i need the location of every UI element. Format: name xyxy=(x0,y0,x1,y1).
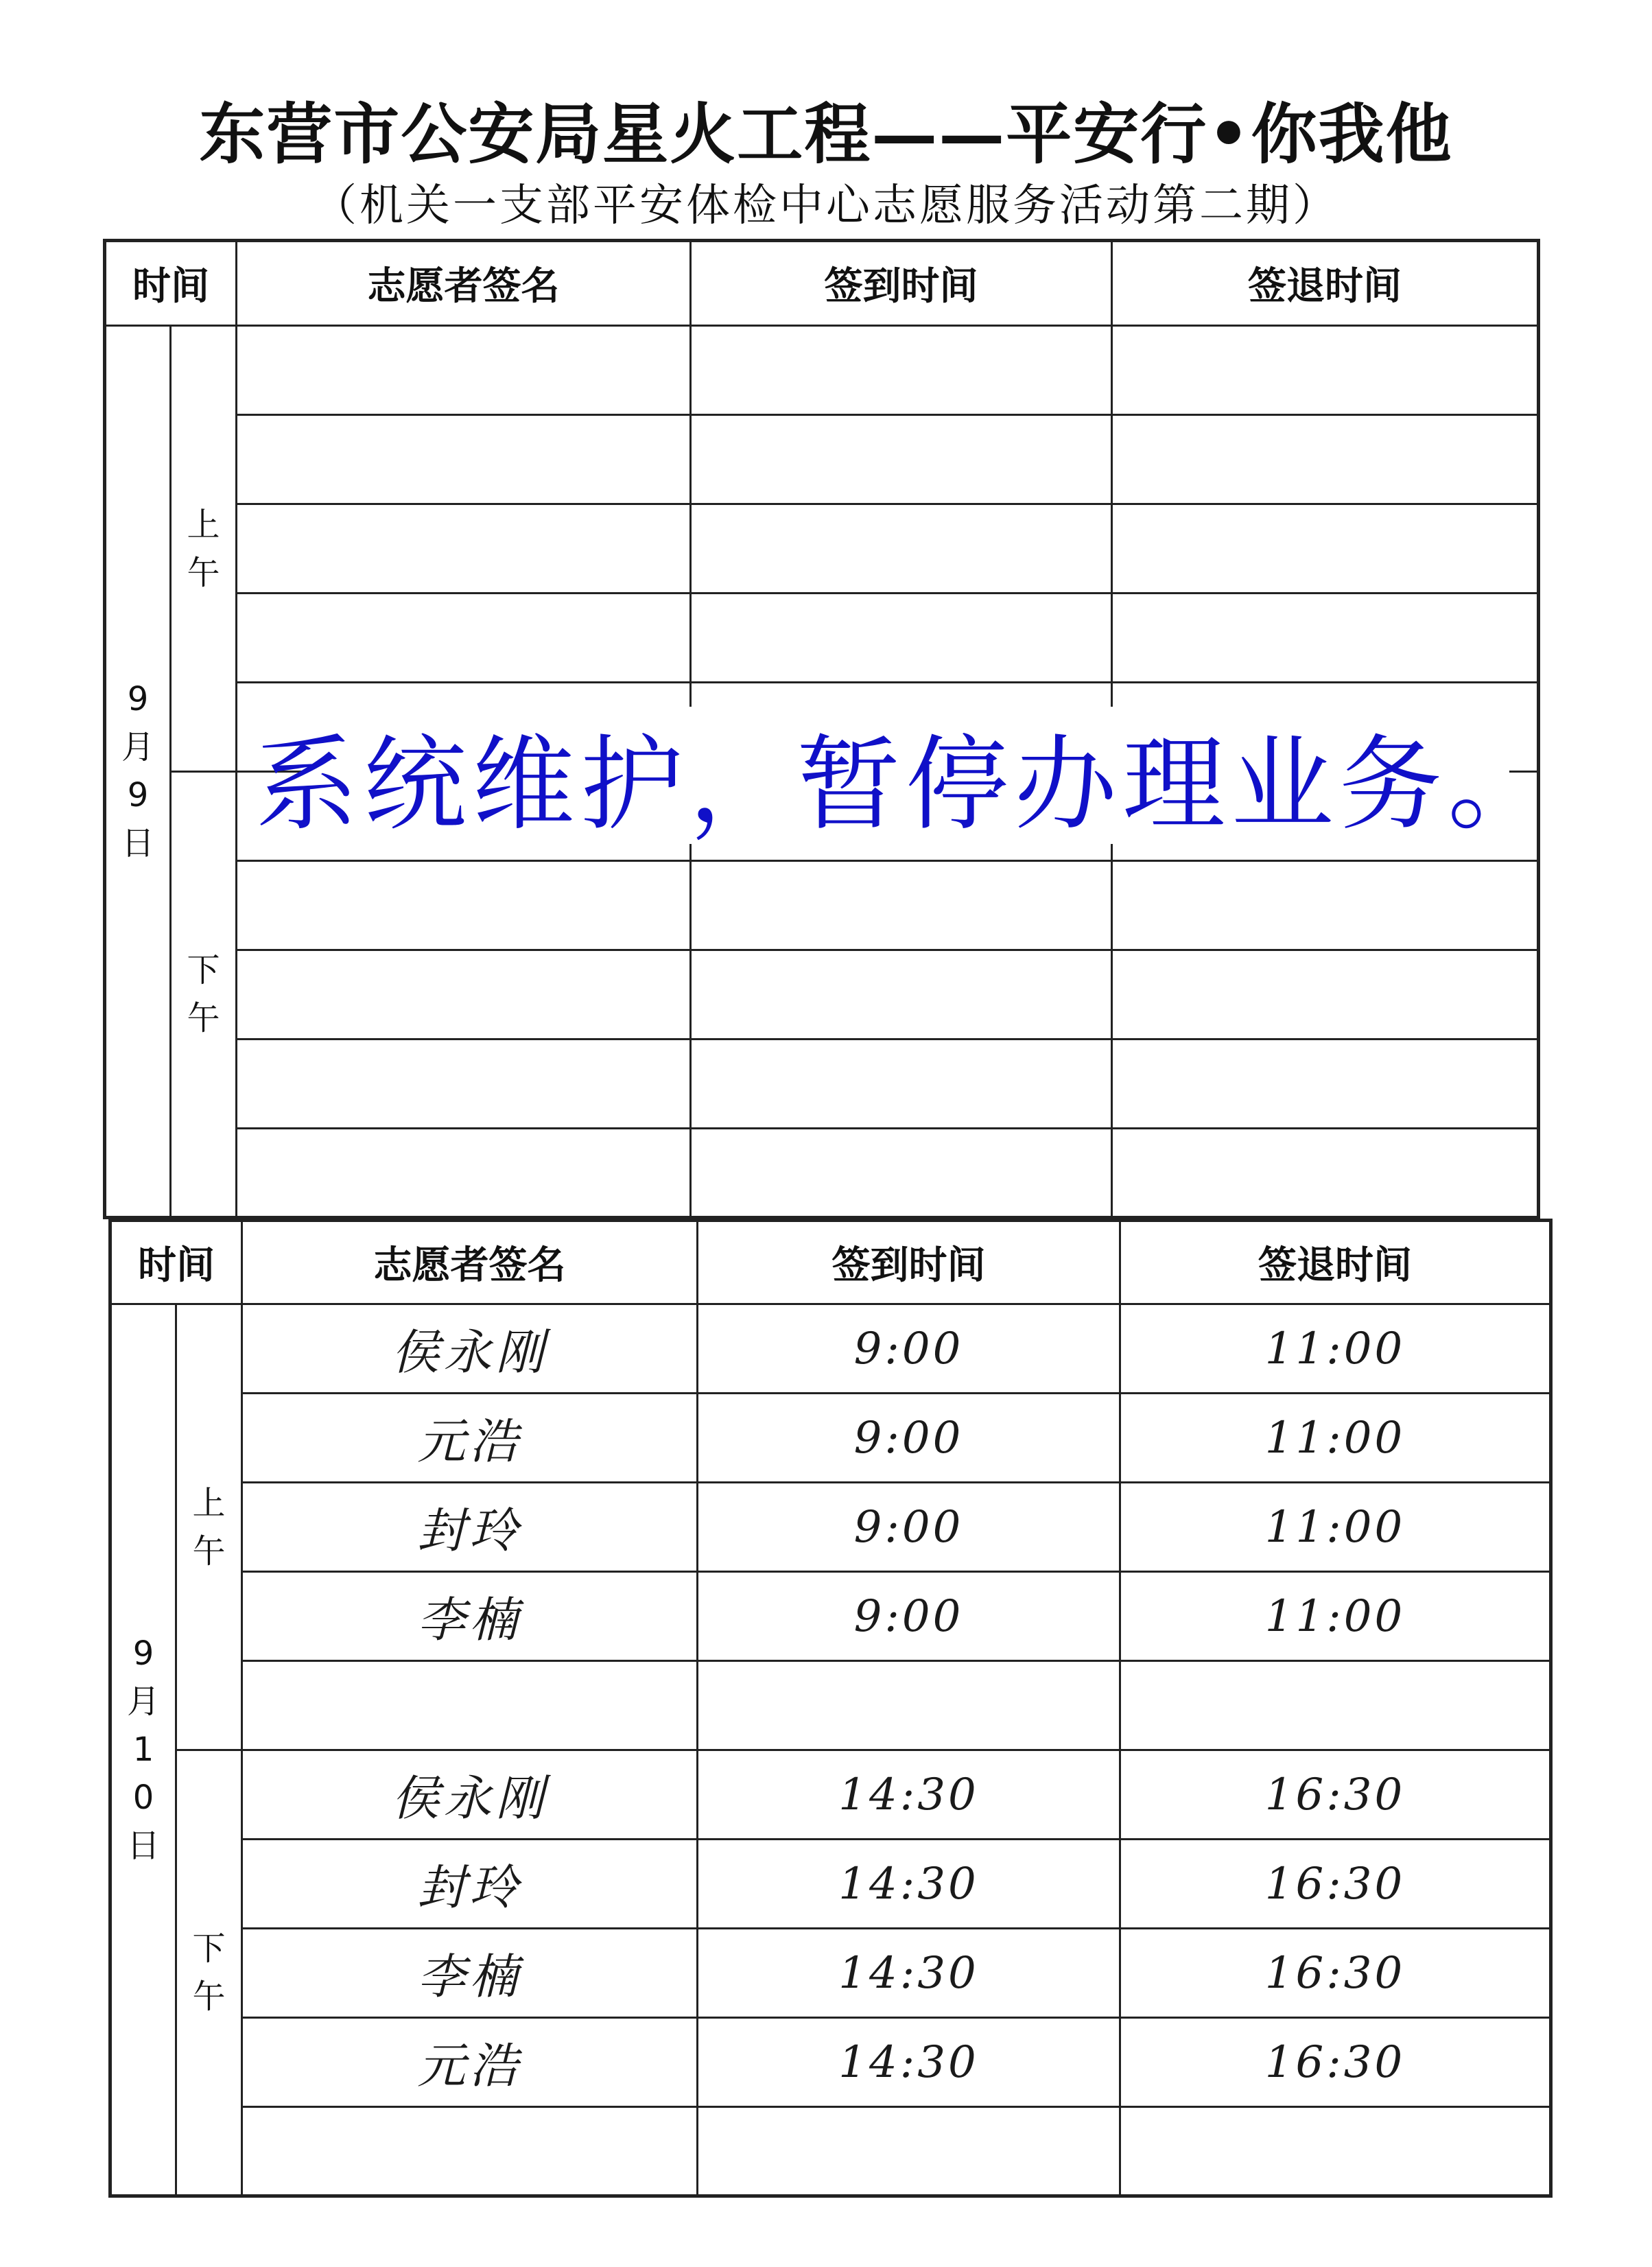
header-time: 时间 xyxy=(105,241,237,326)
table-row xyxy=(110,1394,1551,1483)
sign-out-cell[interactable] xyxy=(1112,326,1539,415)
table-row xyxy=(105,594,1539,683)
sign-out-cell[interactable]: 11:00 xyxy=(1120,1572,1551,1661)
sign-in-cell[interactable] xyxy=(691,415,1112,504)
sign-in-cell[interactable]: 9:00 xyxy=(698,1304,1120,1394)
signature-cell[interactable] xyxy=(237,950,691,1039)
sign-out-cell[interactable]: 16:30 xyxy=(1120,2018,1551,2107)
date-label: 9月9日 xyxy=(121,680,154,862)
signature-cell[interactable]: 李楠 xyxy=(242,1929,698,2018)
period-cell-morning xyxy=(176,1304,242,1750)
sign-out-cell[interactable] xyxy=(1112,504,1539,594)
sign-in-cell[interactable]: 9:00 xyxy=(698,1572,1120,1661)
maintenance-notice-overlay: 系统维护，暂停办理业务。 xyxy=(302,707,1509,844)
sign-in-cell[interactable] xyxy=(691,950,1112,1039)
sign-in-cell[interactable]: 14:30 xyxy=(698,1840,1120,1929)
header-sign-in-time: 签到时间 xyxy=(698,1221,1120,1304)
page-title: 东营市公安局星火工程——平安行•你我他 xyxy=(199,95,1453,173)
sign-in-cell[interactable]: 14:30 xyxy=(698,1750,1120,1840)
period-cell-afternoon xyxy=(171,772,237,1218)
header-sign-out-time: 签退时间 xyxy=(1120,1221,1551,1304)
table-row xyxy=(110,1750,1551,1840)
sign-out-cell[interactable] xyxy=(1112,594,1539,683)
table-row xyxy=(110,1661,1551,1750)
date-label: 9月10日 xyxy=(126,1634,160,1865)
table-row xyxy=(110,2018,1551,2107)
table-row xyxy=(110,1304,1551,1394)
signature-cell[interactable] xyxy=(237,594,691,683)
table-row xyxy=(105,1129,1539,1218)
table-row xyxy=(110,1840,1551,1929)
sign-in-cell[interactable] xyxy=(691,504,1112,594)
header-sign-in-time: 签到时间 xyxy=(691,241,1112,326)
signature-cell[interactable]: 元浩 xyxy=(242,1394,698,1483)
sign-out-cell[interactable]: 16:30 xyxy=(1120,1840,1551,1929)
signature-cell[interactable] xyxy=(237,1039,691,1129)
date-cell xyxy=(110,1304,176,2196)
signature-cell[interactable] xyxy=(237,326,691,415)
signature-cell[interactable]: 侯永刚 xyxy=(242,1304,698,1394)
signature-cell[interactable] xyxy=(237,504,691,594)
table-row xyxy=(105,1039,1539,1129)
sign-out-cell[interactable] xyxy=(1112,861,1539,950)
table-row xyxy=(110,2107,1551,2196)
sign-out-cell[interactable] xyxy=(1112,950,1539,1039)
header-sign-out-time: 签退时间 xyxy=(1112,241,1539,326)
period-cell-morning xyxy=(171,326,237,772)
header-row xyxy=(105,241,1539,326)
sign-out-cell[interactable] xyxy=(1112,1039,1539,1129)
signature-cell[interactable]: 封玲 xyxy=(242,1483,698,1572)
table-row xyxy=(105,504,1539,594)
sign-out-cell[interactable]: 11:00 xyxy=(1120,1483,1551,1572)
header-volunteer-signature: 志愿者签名 xyxy=(237,241,691,326)
table-row xyxy=(105,326,1539,415)
signature-cell[interactable]: 侯永刚 xyxy=(242,1750,698,1840)
header-row xyxy=(110,1221,1551,1304)
signature-cell[interactable] xyxy=(242,1661,698,1750)
sign-in-cell[interactable] xyxy=(691,1129,1112,1218)
sign-in-cell[interactable]: 14:30 xyxy=(698,2018,1120,2107)
period-label: 下午 xyxy=(187,951,220,1037)
sign-out-cell[interactable] xyxy=(1112,1129,1539,1218)
signature-cell[interactable]: 元浩 xyxy=(242,2018,698,2107)
signature-cell[interactable] xyxy=(242,2107,698,2196)
sign-in-cell[interactable] xyxy=(698,2107,1120,2196)
signature-cell[interactable] xyxy=(237,861,691,950)
sign-in-cell[interactable] xyxy=(691,1039,1112,1129)
sign-out-cell[interactable] xyxy=(1120,1661,1551,1750)
sign-out-cell[interactable] xyxy=(1120,2107,1551,2196)
period-label: 下午 xyxy=(192,1929,226,2016)
sign-out-cell[interactable]: 11:00 xyxy=(1120,1394,1551,1483)
sign-in-cell[interactable] xyxy=(691,326,1112,415)
table-row xyxy=(110,1483,1551,1572)
signin-table-day2 xyxy=(108,1219,1553,2198)
signature-cell[interactable] xyxy=(237,415,691,504)
signature-cell[interactable]: 封玲 xyxy=(242,1840,698,1929)
sign-in-cell[interactable]: 14:30 xyxy=(698,1929,1120,2018)
sign-out-cell[interactable]: 16:30 xyxy=(1120,1929,1551,2018)
period-label: 上午 xyxy=(192,1483,226,1571)
sign-in-cell[interactable]: 9:00 xyxy=(698,1394,1120,1483)
signature-cell[interactable] xyxy=(237,1129,691,1218)
period-label: 上午 xyxy=(187,505,220,592)
sign-out-cell[interactable]: 16:30 xyxy=(1120,1750,1551,1840)
sign-in-cell[interactable] xyxy=(691,594,1112,683)
page-subtitle: （机关一支部平安体检中心志愿服务活动第二期） xyxy=(313,180,1339,231)
table-row xyxy=(105,950,1539,1039)
table-row xyxy=(110,1929,1551,2018)
sign-in-cell[interactable] xyxy=(698,1661,1120,1750)
table-row xyxy=(110,1572,1551,1661)
header-time: 时间 xyxy=(110,1221,242,1304)
signature-cell[interactable]: 李楠 xyxy=(242,1572,698,1661)
sign-out-cell[interactable] xyxy=(1112,415,1539,504)
table-row xyxy=(105,415,1539,504)
table-row xyxy=(105,861,1539,950)
period-cell-afternoon xyxy=(176,1750,242,2196)
header-volunteer-signature: 志愿者签名 xyxy=(242,1221,698,1304)
sign-out-cell[interactable]: 11:00 xyxy=(1120,1304,1551,1394)
date-cell xyxy=(105,326,171,1218)
sign-in-cell[interactable]: 9:00 xyxy=(698,1483,1120,1572)
sign-in-cell[interactable] xyxy=(691,861,1112,950)
